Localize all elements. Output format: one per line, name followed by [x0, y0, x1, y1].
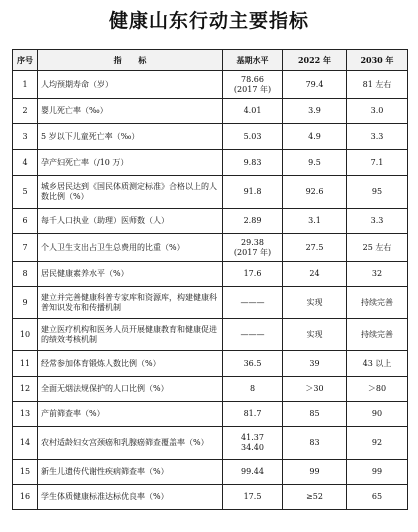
target-2030: 25 左右 — [347, 234, 408, 262]
row-number: 3 — [13, 124, 38, 150]
row-number: 14 — [13, 427, 38, 460]
indicator-name: 建立医疗机构和医务人员开展健康教育和健康促进的绩效考核机制 — [38, 319, 223, 351]
indicator-name: 全面无烟法规保护的人口比例（%） — [38, 377, 223, 402]
target-2030: 3.3 — [347, 209, 408, 234]
table-header-row — [13, 50, 408, 71]
indicator-name: 经常参加体育锻炼人数比例（%） — [38, 351, 223, 377]
table-row — [13, 209, 408, 234]
row-number: 10 — [13, 319, 38, 351]
base-value: 2.89 — [223, 209, 283, 234]
target-2030: 99 — [347, 460, 408, 485]
table-row — [13, 234, 408, 262]
indicator-name: 产前筛查率（%） — [38, 402, 223, 427]
base-value: 36.5 — [223, 351, 283, 377]
indicator-name: 城乡居民达到《国民体质测定标准》合格以上的人数比例（%） — [38, 176, 223, 209]
target-2030: 3.0 — [347, 99, 408, 124]
indicator-name: 5 岁以下儿童死亡率（‰） — [38, 124, 223, 150]
target-2030: 7.1 — [347, 150, 408, 176]
table-row — [13, 319, 408, 351]
target-2030: 持续完善 — [347, 287, 408, 319]
target-2030: 43 以上 — [347, 351, 408, 377]
target-2030: 3.3 — [347, 124, 408, 150]
table-row — [13, 351, 408, 377]
table-row — [13, 71, 408, 99]
target-2030: ＞80 — [347, 377, 408, 402]
target-2022: 9.5 — [283, 150, 347, 176]
row-number: 4 — [13, 150, 38, 176]
indicator-name: 每千人口执业（助理）医师数（人） — [38, 209, 223, 234]
table-row — [13, 124, 408, 150]
target-2022: 99 — [283, 460, 347, 485]
target-2022: 实现 — [283, 287, 347, 319]
table-row — [13, 402, 408, 427]
row-number: 11 — [13, 351, 38, 377]
row-number: 16 — [13, 485, 38, 510]
target-2022: ＞30 — [283, 377, 347, 402]
row-number: 6 — [13, 209, 38, 234]
column-header-2022: 2022 年 — [283, 50, 347, 71]
target-2022: 24 — [283, 262, 347, 287]
target-2022: 92.6 — [283, 176, 347, 209]
indicator-name: 新生儿遗传代谢性疾病筛查率（%） — [38, 460, 223, 485]
table-row — [13, 377, 408, 402]
indicator-name: 居民健康素养水平（%） — [38, 262, 223, 287]
indicators-table — [12, 49, 408, 510]
row-number: 13 — [13, 402, 38, 427]
column-header-2030: 2030 年 — [347, 50, 408, 71]
base-value: 81.7 — [223, 402, 283, 427]
row-number: 7 — [13, 234, 38, 262]
row-number: 1 — [13, 71, 38, 99]
base-value: ——— — [223, 319, 283, 351]
indicator-name: 农村适龄妇女宫颈癌和乳腺癌筛查覆盖率（%） — [38, 427, 223, 460]
row-number: 12 — [13, 377, 38, 402]
table-row — [13, 176, 408, 209]
table-row — [13, 150, 408, 176]
base-value: 99.44 — [223, 460, 283, 485]
base-value: 5.03 — [223, 124, 283, 150]
column-header-indicator: 指 标 — [38, 50, 223, 71]
target-2022: ≥52 — [283, 485, 347, 510]
indicator-name: 人均预期寿命（岁） — [38, 71, 223, 99]
base-value: 29.38 (2017 年) — [223, 234, 283, 262]
indicator-name: 建立并完善健康科普专家库和资源库，构建健康科普知识发布和传播机制 — [38, 287, 223, 319]
base-value: 8 — [223, 377, 283, 402]
table-row — [13, 99, 408, 124]
target-2030: 95 — [347, 176, 408, 209]
target-2022: 85 — [283, 402, 347, 427]
row-number: 2 — [13, 99, 38, 124]
column-header-no: 序号 — [13, 50, 38, 71]
table-row — [13, 485, 408, 510]
indicator-name: 婴儿死亡率（‰） — [38, 99, 223, 124]
base-value: 41.37 34.40 — [223, 427, 283, 460]
target-2022: 27.5 — [283, 234, 347, 262]
base-value: 78.66 (2017 年) — [223, 71, 283, 99]
target-2022: 83 — [283, 427, 347, 460]
base-value: 17.5 — [223, 485, 283, 510]
base-value: 9.83 — [223, 150, 283, 176]
indicator-name: 学生体质健康标准达标优良率（%） — [38, 485, 223, 510]
row-number: 15 — [13, 460, 38, 485]
target-2030: 81 左右 — [347, 71, 408, 99]
target-2022: 3.1 — [283, 209, 347, 234]
row-number: 8 — [13, 262, 38, 287]
column-header-base: 基期水平 — [223, 50, 283, 71]
target-2022: 实现 — [283, 319, 347, 351]
base-value: 4.01 — [223, 99, 283, 124]
target-2030: 90 — [347, 402, 408, 427]
page-title: 健康山东行动主要指标 — [108, 10, 309, 32]
target-2022: 3.9 — [283, 99, 347, 124]
target-2022: 79.4 — [283, 71, 347, 99]
row-number: 5 — [13, 176, 38, 209]
target-2030: 92 — [347, 427, 408, 460]
base-value: 91.8 — [223, 176, 283, 209]
table-row — [13, 460, 408, 485]
indicator-name: 孕产妇死亡率（/10 万） — [38, 150, 223, 176]
base-value: ——— — [223, 287, 283, 319]
target-2022: 39 — [283, 351, 347, 377]
table-row — [13, 427, 408, 460]
base-value: 17.6 — [223, 262, 283, 287]
target-2022: 4.9 — [283, 124, 347, 150]
indicator-name: 个人卫生支出占卫生总费用的比重（%） — [38, 234, 223, 262]
target-2030: 32 — [347, 262, 408, 287]
table-row — [13, 262, 408, 287]
table-row — [13, 287, 408, 319]
target-2030: 持续完善 — [347, 319, 408, 351]
row-number: 9 — [13, 287, 38, 319]
target-2030: 65 — [347, 485, 408, 510]
